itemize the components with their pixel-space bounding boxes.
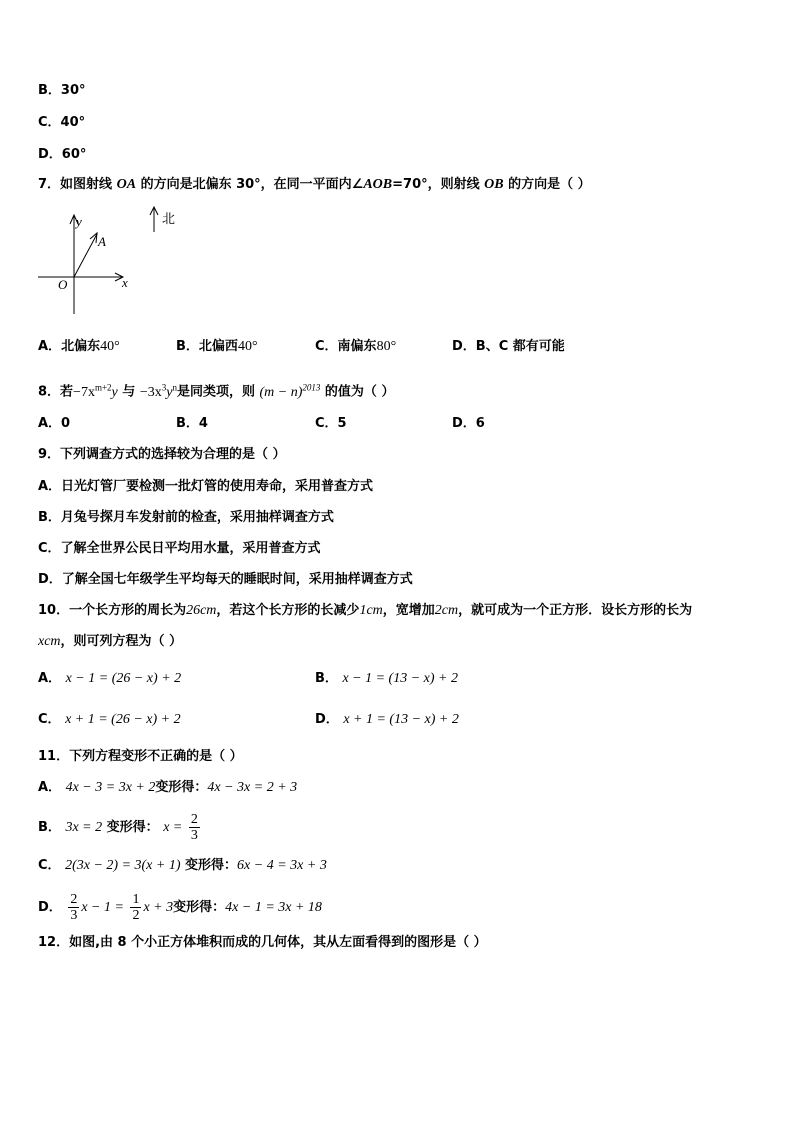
q8-option-d: D．6 xyxy=(452,416,485,431)
q7-figure xyxy=(36,204,186,322)
q6-option-c: C．40° xyxy=(38,115,86,130)
q6-option-b: B．30° xyxy=(38,83,86,98)
q10-option-d: D． x + 1 = (13 − x) + 2 xyxy=(315,712,459,727)
x-axis-label: x xyxy=(122,275,128,290)
q10-option-a: A． x − 1 = (26 − x) + 2 xyxy=(38,671,182,686)
q10-stem-line1: 10．一个长方形的周长为26cm，若这个长方形的长减少1cm，宽增加2cm，就可成为一个正方形．设长方形的长为 xyxy=(38,603,693,618)
q10-option-c: C． x + 1 = (26 − x) + 2 xyxy=(38,712,181,727)
q8-option-c: C．5 xyxy=(315,416,347,431)
q9-option-a: A．日光灯管厂要检测一批灯管的使用寿命，采用普查方式 xyxy=(38,479,374,494)
q9-option-b: B．月兔号探月车发射前的检查，采用抽样调查方式 xyxy=(38,510,334,525)
q8-stem: 8．若$-7x^{m+2}y$ 与 $-3x^3y^n$是同类项，则 $(m - n)^{2013}$ 的值为（ ） xyxy=(38,382,395,400)
q11-stem: 11．下列方程变形不正确的是（ ） xyxy=(38,749,243,764)
q9-stem: 9．下列调查方式的选择较为合理的是（ ） xyxy=(38,447,286,462)
y-axis-label: y xyxy=(76,214,82,229)
q6-option-d: D．60° xyxy=(38,147,87,162)
q8-option-b: B．4 xyxy=(176,416,208,431)
q10-stem-line2: xcm，则可列方程为（ ） xyxy=(38,634,183,649)
q9-option-d: D．了解全国七年级学生平均每天的睡眠时间，采用抽样调查方式 xyxy=(38,572,413,587)
q7-option-d: D．B、C 都有可能 xyxy=(452,339,565,354)
q11-option-a: A． 4x − 3 = 3x + 2变形得：4x − 3x = 2 + 3 xyxy=(38,780,298,795)
q11-option-b: B． 3x = 2 变形得： x = $\frac{2}{3}$ xyxy=(38,812,198,843)
fraction-one-half: $\frac{1}{2}$ xyxy=(132,892,140,923)
north-label: 北 xyxy=(162,212,176,227)
q11-option-d: D． $\frac{2}{3}$ x − 1 = $\frac{1}{2}$ x + 3变形得：4x − 1 = 3x + 18 xyxy=(38,892,322,923)
fraction-two-thirds-d: $\frac{2}{3}$ xyxy=(70,892,78,923)
point-a-label: A xyxy=(98,234,106,249)
origin-label: O xyxy=(58,277,68,292)
q9-option-c: C．了解全世界公民日平均用水量，采用普查方式 xyxy=(38,541,321,556)
q7-option-c: C．南偏东80° xyxy=(315,339,397,354)
q10-option-b: B． x − 1 = (13 − x) + 2 xyxy=(315,671,458,686)
q12-stem: 12．如图,由 8 个小正方体堆积而成的几何体，其从左面看得到的图形是（ ） xyxy=(38,935,487,950)
fraction-two-thirds: $\frac{2}{3}$ xyxy=(190,812,198,843)
q7-stem: 7．如图射线 OA 的方向是北偏东 30°，在同一平面内∠AOB=70°，则射线 OB 的方向是（ ） xyxy=(38,177,591,192)
q7-option-b: B．北偏西40° xyxy=(176,339,258,354)
q8-option-a: A．0 xyxy=(38,416,71,431)
q7-option-a: A．北偏东40° xyxy=(38,339,120,354)
q11-option-c: C． 2(3x − 2) = 3(x + 1) 变形得：6x − 4 = 3x + 3 xyxy=(38,858,327,873)
